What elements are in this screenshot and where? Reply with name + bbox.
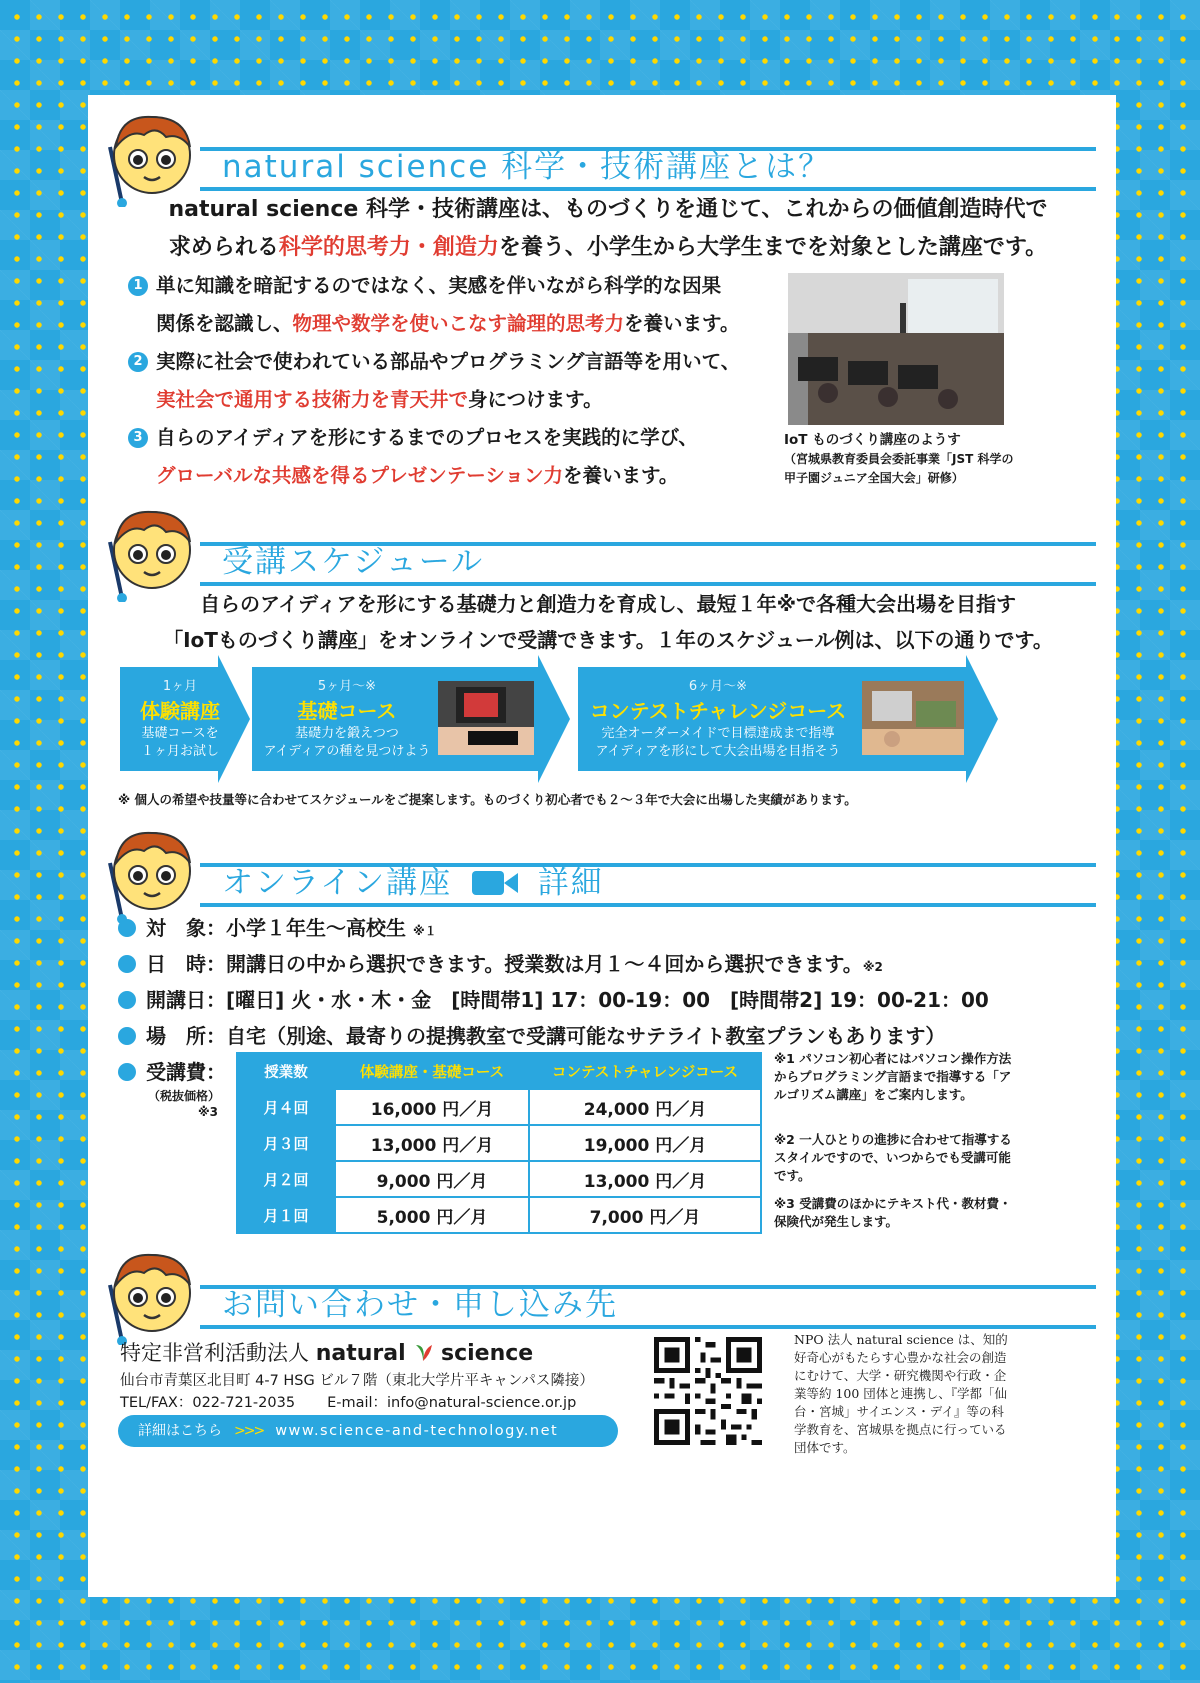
point-highlight: 実社会で通用する技術力を青天井で [156, 388, 469, 411]
lead-highlight: 科学的思考力・創造力 [278, 235, 499, 260]
video-camera-icon [472, 869, 518, 897]
lead-text: を養う、小学生から大学生までを対象とした講座です。 [498, 235, 1048, 260]
table-row [237, 1197, 761, 1233]
table-cell: 19,000 円／月 [529, 1125, 761, 1161]
schedule-lead-line1: 自らのアイディアを形にする基礎力と創造力を育成し、最短１年※で各種大会出場を目指す [199, 592, 1017, 616]
number-badge: 1 [128, 276, 148, 296]
footnote-3: ※3 受講費のほかにテキスト代・教材費・保険代が発生します。 [774, 1196, 1012, 1229]
workshop-photo [862, 681, 964, 755]
number-badge: 2 [128, 352, 148, 372]
mascot-icon [100, 823, 200, 923]
step-desc-line: 完全オーダーメイドで目標達成まで指導 [601, 726, 835, 741]
table-cell: 16,000 円／月 [335, 1089, 529, 1125]
about-lead-line1: natural science 科学・技術講座は、ものづくりを通じて、これからの価値創造時代で [168, 197, 1048, 222]
detail-note: ※2 [862, 960, 883, 974]
step-desc [120, 725, 240, 761]
fee-table [236, 1052, 762, 1234]
website-link-pill[interactable] [118, 1415, 618, 1447]
point-text-part: を養います。 [624, 312, 740, 335]
point-item-3 [128, 419, 698, 495]
step-period: 1ヶ月 [162, 679, 198, 694]
qr-code[interactable] [654, 1337, 762, 1445]
table-cell: 月４回 [237, 1089, 335, 1125]
detail-row-datetime [118, 949, 883, 982]
organization-description: NPO 法人 natural science は、知的好奇心がもたらす心豊かな社会の創造にむけて、大学・研究機関や行政・企業等約 100 団体と連携し、『学都「仙台・宮城」サイエンス・デイ』等の科学教育を、宮城県を拠点に行っている団体です。 [794, 1332, 1008, 1455]
step-name: 体験講座 [140, 699, 220, 723]
fee-tax-note: （税抜価格） [148, 1089, 221, 1103]
organization-name [120, 1337, 533, 1367]
step-period: 5ヶ月〜※ [317, 679, 377, 694]
mascot-icon [100, 1245, 200, 1345]
step-name: コンテストチャレンジコース [589, 699, 847, 723]
detail-value: 自宅（別途、最寄りの提携教室で受講可能なサテライト教室プランもあります） [226, 1024, 946, 1048]
table-cell: 13,000 円／月 [529, 1161, 761, 1197]
point-text: 自らのアイディアを形にするまでのプロセスを実践的に学び、 [156, 426, 698, 449]
step-desc-line: アイディアの種を見つけよう [263, 744, 431, 759]
table-cell: 24,000 円／月 [529, 1089, 761, 1125]
point-text [128, 305, 739, 343]
table-row [237, 1125, 761, 1161]
title-part: オンライン講座 [222, 865, 453, 901]
table-cell: 月３回 [237, 1125, 335, 1161]
laptop-photo [438, 681, 534, 755]
detail-label: 詳細はこちら [138, 1423, 222, 1439]
point-text-part: 関係を認識し、 [156, 312, 293, 335]
lead-text: 求められる [168, 235, 279, 260]
point-text [128, 457, 698, 495]
step-period: 6ヶ月〜※ [688, 679, 748, 694]
table-row [237, 1161, 761, 1197]
point-item-1 [128, 267, 739, 343]
photo-caption [784, 431, 1014, 488]
point-text-part: を養います。 [562, 464, 679, 487]
point-text: 単に知識を暗記するのではなく、実感を伴いながら科学的な因果 [156, 274, 722, 297]
point-text [128, 381, 740, 419]
step-desc [578, 725, 858, 761]
bullet-icon [118, 1027, 136, 1045]
step-desc [252, 725, 442, 761]
point-text-part: 身につけます。 [468, 388, 603, 411]
fee-footnote-ref: ※3 [198, 1105, 219, 1119]
title-part: 詳細 [537, 865, 604, 901]
table-header-row [237, 1053, 761, 1089]
footnote-2: ※2 一人ひとりの進捗に合わせて指導するスタイルですので、いつからでも受講可能です。 [774, 1132, 1012, 1183]
step-desc-line: アイディアを形にして大会出場を目指そう [595, 744, 841, 759]
detail-row-fee [118, 1057, 226, 1087]
section-header-about [110, 117, 1096, 187]
leaf-logo-icon [412, 1341, 434, 1363]
point-highlight: グローバルな共感を得るプレゼンテーション力 [156, 464, 563, 487]
section-title-contact: お問い合わせ・申し込み先 [222, 1287, 618, 1323]
caption-detail: （宮城県教育委員会委託事業「JST 科学の甲子園ジュニア全国大会」研修） [784, 452, 1014, 485]
tel-fax: TEL/FAX：022-721-2035 [120, 1395, 296, 1411]
section-title-schedule: 受講スケジュール [222, 544, 485, 580]
table-cell: 月２回 [237, 1161, 335, 1197]
org-name-part: natural [315, 1341, 406, 1366]
table-cell: 13,000 円／月 [335, 1125, 529, 1161]
step-desc-line: １ヶ月お試し [140, 744, 219, 759]
schedule-step-contest [578, 655, 998, 783]
point-text: 実際に社会で使われている部品やプログラミング言語等を用いて、 [156, 350, 741, 373]
detail-label: 日 時： [146, 952, 226, 976]
table-row [237, 1089, 761, 1125]
detail-value: 小学１年生〜高校生 [226, 916, 406, 940]
detail-row-days [118, 985, 989, 1015]
number-badge: 3 [128, 428, 148, 448]
section-title-online [222, 863, 604, 903]
step-name: 基礎コース [297, 699, 397, 723]
org-prefix: 特定非営利活動法人 [120, 1341, 309, 1365]
email-link[interactable]: E-mail：info@natural-science.or.jp [327, 1395, 577, 1411]
arrows-icon: >>> [234, 1423, 264, 1439]
detail-label: 対 象： [146, 916, 226, 940]
table-header: コンテストチャレンジコース [529, 1053, 761, 1089]
bullet-icon [118, 919, 136, 937]
detail-label: 受講費： [146, 1060, 226, 1084]
detail-label: 開講日： [146, 988, 226, 1012]
detail-value: [曜日] 火・水・木・金 [時間帯1] 17：00-19：00 [時間帯2] 19：00-21：00 [226, 988, 989, 1012]
bullet-icon [118, 1063, 136, 1081]
org-name-part: science [441, 1341, 534, 1366]
schedule-lead-line2: 「IoTものづくり講座」をオンラインで受講できます。１年のスケジュール例は、以下の通りです。 [163, 628, 1053, 652]
point-highlight: 物理や数学を使いこなす論理的思考力 [292, 312, 625, 335]
section-header-contact [110, 1255, 1096, 1325]
schedule-step-basic [252, 655, 570, 783]
bullet-icon [118, 955, 136, 973]
contact-line [120, 1391, 576, 1412]
step-desc-line: 基礎コースを [141, 726, 219, 741]
point-item-2 [128, 343, 740, 419]
detail-note: ※１ [412, 924, 437, 938]
schedule-note: ※ 個人の希望や技量等に合わせてスケジュールをご提案します。ものづくり初心者でも２〜３年で大会に出場した実績があります。 [118, 792, 857, 807]
flyer-card [88, 95, 1116, 1597]
about-lead-line2 [118, 229, 1098, 267]
table-header: 体験講座・基礎コース [335, 1053, 529, 1089]
address: 仙台市青葉区北目町 4-7 HSG ビル７階（東北大学片平キャンパス隣接） [120, 1373, 594, 1389]
classroom-photo [788, 273, 1004, 425]
detail-value: 開講日の中から選択できます。授業数は月１〜４回から選択できます。 [226, 952, 863, 976]
detail-row-place [118, 1021, 945, 1051]
footnote-1: ※1 パソコン初心者にはパソコン操作方法からプログラミング言語まで指導する「アルゴリズム講座」をご案内します。 [774, 1051, 1012, 1102]
table-header: 授業数 [237, 1053, 335, 1089]
table-cell: 5,000 円／月 [335, 1197, 529, 1233]
detail-row-target [118, 913, 437, 946]
table-cell: 9,000 円／月 [335, 1161, 529, 1197]
website-url[interactable]: www.science-and-technology.net [275, 1423, 559, 1439]
caption-title: IoT ものづくり講座のようす [784, 432, 961, 448]
table-cell: 月１回 [237, 1197, 335, 1233]
section-header-online [110, 833, 1096, 903]
step-desc-line: 基礎力を鍛えつつ [295, 726, 399, 741]
schedule-step-trial [120, 655, 250, 783]
section-header-schedule [110, 512, 1096, 582]
section-title-about: natural science 科学・技術講座とは？ [222, 149, 832, 185]
table-cell: 7,000 円／月 [529, 1197, 761, 1233]
bullet-icon [118, 991, 136, 1009]
detail-label: 場 所： [146, 1024, 226, 1048]
